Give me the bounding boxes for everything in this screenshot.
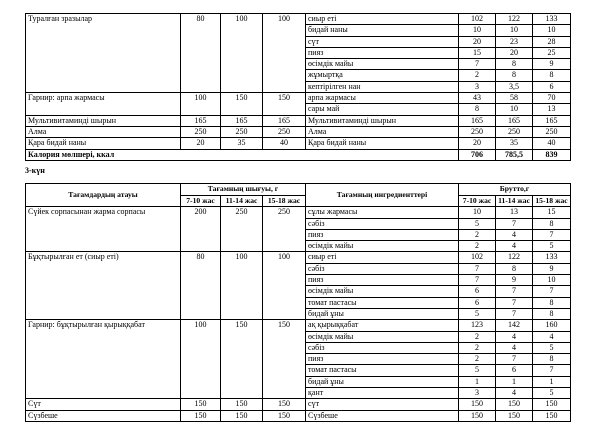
gross-11-14: 4: [496, 331, 533, 342]
gross-7-10: 6: [459, 297, 496, 308]
gross-15-18: 150: [533, 410, 571, 421]
gross-15-18: 8: [533, 354, 571, 365]
yield-11-14: 100: [221, 14, 263, 93]
gross-15-18: 70: [533, 93, 571, 104]
gross-11-14: 7: [496, 354, 533, 365]
gross-15-18: 28: [533, 36, 571, 47]
calorie-total-7-10: 706: [459, 149, 496, 160]
yield-11-14: 150: [221, 399, 263, 410]
yield-7-10: 80: [181, 14, 221, 93]
ingredient-name: пияз: [306, 275, 459, 286]
gross-7-10: 10: [459, 207, 496, 218]
dish-name: Мультивитаминді шырын: [26, 115, 181, 126]
gross-11-14: 6: [496, 365, 533, 376]
ingredient-name: өсімдік майы: [306, 241, 459, 252]
gross-11-14: 142: [496, 320, 533, 331]
gross-11-14: 58: [496, 93, 533, 104]
gross-11-14: 4: [496, 229, 533, 240]
gross-11-14: 23: [496, 36, 533, 47]
gross-15-18: 4: [533, 331, 571, 342]
gross-15-18: 25: [533, 47, 571, 58]
yield-15-18: 250: [263, 126, 306, 137]
gross-7-10: 150: [459, 399, 496, 410]
yield-7-10: 20: [181, 138, 221, 149]
dish-name: Қара бидай наны: [26, 138, 181, 149]
ingredient-name: Сүзбеше: [306, 410, 459, 421]
gross-15-18: 9: [533, 59, 571, 70]
ingredient-name: бидай ұны: [306, 376, 459, 387]
gross-11-14: 8: [496, 263, 533, 274]
ingredient-name: сүт: [306, 36, 459, 47]
gross-7-10: 2: [459, 342, 496, 353]
gross-11-14: 150: [496, 410, 533, 421]
ingredient-name: пияз: [306, 354, 459, 365]
ingredient-name: арпа жармасы: [306, 93, 459, 104]
dish-name: Алма: [26, 126, 181, 137]
header-yield: Тағамның шығуы, г: [181, 184, 306, 196]
calorie-total-row: [26, 149, 571, 160]
gross-11-14: 4: [496, 342, 533, 353]
gross-11-14: 122: [496, 252, 533, 263]
gross-11-14: 20: [496, 47, 533, 58]
ingredient-name: Мультивитаминді шырын: [306, 115, 459, 126]
gross-11-14: 7: [496, 286, 533, 297]
dish-name: Сүт: [26, 399, 181, 410]
ingredient-name: томат пастасы: [306, 365, 459, 376]
yield-15-18: 150: [263, 320, 306, 399]
ingredient-name: өсімдік майы: [306, 331, 459, 342]
gross-7-10: 2: [459, 70, 496, 81]
gross-11-14: 4: [496, 241, 533, 252]
gross-11-14: 13: [496, 207, 533, 218]
ingredient-name: пияз: [306, 47, 459, 58]
header-ingredients: Тағамның ингредиенттері: [306, 184, 459, 207]
gross-15-18: 8: [533, 70, 571, 81]
yield-7-10: 150: [181, 410, 221, 421]
gross-7-10: 1: [459, 376, 496, 387]
header-gross-age-7-10: 7-10 жас: [459, 196, 496, 207]
gross-7-10: 2: [459, 229, 496, 240]
header-gross-age-11-14: 11-14 жас: [496, 196, 533, 207]
gross-11-14: 1: [496, 376, 533, 387]
day-heading: 3-күн: [25, 166, 45, 175]
gross-7-10: 150: [459, 410, 496, 421]
gross-7-10: 6: [459, 286, 496, 297]
ingredient-name: Қара бидай наны: [306, 138, 459, 149]
dish-name: Сүйек сорпасынан жарма сорпасы: [26, 207, 181, 252]
menu-table-day2: [25, 13, 571, 161]
gross-7-10: 2: [459, 241, 496, 252]
gross-15-18: 250: [533, 126, 571, 137]
header-yield-age-15-18: 15-18 жас: [263, 196, 306, 207]
dish-name: Гарнир: бұқтырылған қырыққабат: [26, 320, 181, 399]
yield-11-14: 35: [221, 138, 263, 149]
calorie-total-11-14: 785,5: [496, 149, 533, 160]
gross-15-18: 5: [533, 342, 571, 353]
gross-7-10: 2: [459, 331, 496, 342]
ingredient-name: сиыр еті: [306, 252, 459, 263]
yield-11-14: 165: [221, 115, 263, 126]
table-row: [26, 14, 571, 25]
table-row: [26, 138, 571, 149]
gross-15-18: 6: [533, 81, 571, 92]
gross-7-10: 3: [459, 81, 496, 92]
yield-15-18: 165: [263, 115, 306, 126]
yield-11-14: 100: [221, 252, 263, 320]
yield-7-10: 250: [181, 126, 221, 137]
yield-11-14: 150: [221, 93, 263, 116]
gross-15-18: 40: [533, 138, 571, 149]
gross-11-14: 7: [496, 297, 533, 308]
header-gross-age-15-18: 15-18 жас: [533, 196, 571, 207]
yield-7-10: 165: [181, 115, 221, 126]
ingredient-name: кептірілген нан: [306, 81, 459, 92]
gross-11-14: 4: [496, 388, 533, 399]
gross-15-18: 133: [533, 252, 571, 263]
gross-15-18: 8: [533, 297, 571, 308]
gross-7-10: 5: [459, 365, 496, 376]
dish-name: Гарнир: арпа жармасы: [26, 93, 181, 116]
yield-7-10: 200: [181, 207, 221, 252]
ingredient-name: сүт: [306, 399, 459, 410]
yield-11-14: 150: [221, 320, 263, 399]
gross-15-18: 5: [533, 241, 571, 252]
dish-name: Сүзбеше: [26, 410, 181, 421]
header-dish-name: Тағамдардың атауы: [26, 184, 181, 207]
yield-15-18: 100: [263, 14, 306, 93]
ingredient-name: бидай ұны: [306, 308, 459, 319]
ingredient-name: сәбіз: [306, 218, 459, 229]
gross-11-14: 10: [496, 25, 533, 36]
gross-7-10: 102: [459, 14, 496, 25]
gross-11-14: 7: [496, 218, 533, 229]
yield-15-18: 100: [263, 252, 306, 320]
gross-11-14: 165: [496, 115, 533, 126]
ingredient-name: сұлы жармасы: [306, 207, 459, 218]
ingredient-name: өсімдік майы: [306, 286, 459, 297]
gross-7-10: 5: [459, 218, 496, 229]
gross-7-10: 7: [459, 59, 496, 70]
menu-table-day3: [25, 183, 571, 422]
ingredient-name: сәбіз: [306, 342, 459, 353]
gross-7-10: 3: [459, 388, 496, 399]
gross-15-18: 7: [533, 229, 571, 240]
gross-15-18: 165: [533, 115, 571, 126]
yield-15-18: 250: [263, 207, 306, 252]
yield-15-18: 150: [263, 410, 306, 421]
table-row: [26, 320, 571, 331]
header-yield-age-7-10: 7-10 жас: [181, 196, 221, 207]
yield-11-14: 250: [221, 207, 263, 252]
gross-7-10: 165: [459, 115, 496, 126]
gross-15-18: 8: [533, 218, 571, 229]
gross-11-14: 7: [496, 308, 533, 319]
gross-15-18: 7: [533, 365, 571, 376]
yield-11-14: 250: [221, 126, 263, 137]
table-row: [26, 115, 571, 126]
gross-15-18: 15: [533, 207, 571, 218]
gross-11-14: 250: [496, 126, 533, 137]
ingredient-name: қант: [306, 388, 459, 399]
gross-11-14: 10: [496, 104, 533, 115]
gross-7-10: 10: [459, 25, 496, 36]
gross-15-18: 9: [533, 263, 571, 274]
gross-7-10: 7: [459, 263, 496, 274]
calorie-total-label: Калория мөлшері, ккал: [26, 149, 459, 160]
table-row: [26, 93, 571, 104]
dish-name: Туралған зразылар: [26, 14, 181, 93]
gross-7-10: 15: [459, 47, 496, 58]
gross-15-18: 150: [533, 399, 571, 410]
ingredient-name: ақ қырыққабат: [306, 320, 459, 331]
gross-7-10: 2: [459, 354, 496, 365]
gross-7-10: 5: [459, 308, 496, 319]
table-row: [26, 126, 571, 137]
calorie-total-15-18: 839: [533, 149, 571, 160]
gross-15-18: 7: [533, 286, 571, 297]
ingredient-name: томат пастасы: [306, 297, 459, 308]
gross-11-14: 150: [496, 399, 533, 410]
gross-15-18: 5: [533, 388, 571, 399]
ingredient-name: жұмыртқа: [306, 70, 459, 81]
gross-7-10: 20: [459, 138, 496, 149]
gross-7-10: 7: [459, 275, 496, 286]
yield-7-10: 100: [181, 93, 221, 116]
table-row: [26, 207, 571, 218]
ingredient-name: сары май: [306, 104, 459, 115]
yield-11-14: 150: [221, 410, 263, 421]
gross-11-14: 8: [496, 70, 533, 81]
yield-7-10: 100: [181, 320, 221, 399]
yield-7-10: 80: [181, 252, 221, 320]
gross-7-10: 43: [459, 93, 496, 104]
gross-15-18: 10: [533, 25, 571, 36]
gross-11-14: 35: [496, 138, 533, 149]
ingredient-name: Алма: [306, 126, 459, 137]
gross-7-10: 250: [459, 126, 496, 137]
table-row: [26, 252, 571, 263]
ingredient-name: пияз: [306, 229, 459, 240]
ingredient-name: өсімдік майы: [306, 59, 459, 70]
yield-15-18: 150: [263, 399, 306, 410]
yield-7-10: 150: [181, 399, 221, 410]
dish-name: Бұқтырылған ет (сиыр еті): [26, 252, 181, 320]
gross-7-10: 8: [459, 104, 496, 115]
ingredient-name: бидай наны: [306, 25, 459, 36]
ingredient-name: сәбіз: [306, 263, 459, 274]
gross-11-14: 8: [496, 59, 533, 70]
gross-15-18: 133: [533, 14, 571, 25]
gross-15-18: 160: [533, 320, 571, 331]
yield-15-18: 40: [263, 138, 306, 149]
gross-7-10: 20: [459, 36, 496, 47]
gross-11-14: 122: [496, 14, 533, 25]
gross-15-18: 1: [533, 376, 571, 387]
gross-11-14: 9: [496, 275, 533, 286]
table-row: [26, 410, 571, 421]
header-yield-age-11-14: 11-14 жас: [221, 196, 263, 207]
table-row: [26, 399, 571, 410]
header-gross: Брутто,г: [459, 184, 571, 196]
gross-7-10: 102: [459, 252, 496, 263]
gross-7-10: 123: [459, 320, 496, 331]
ingredient-name: сиыр еті: [306, 14, 459, 25]
gross-15-18: 10: [533, 275, 571, 286]
gross-15-18: 8: [533, 308, 571, 319]
gross-11-14: 3,5: [496, 81, 533, 92]
gross-15-18: 13: [533, 104, 571, 115]
yield-15-18: 150: [263, 93, 306, 116]
